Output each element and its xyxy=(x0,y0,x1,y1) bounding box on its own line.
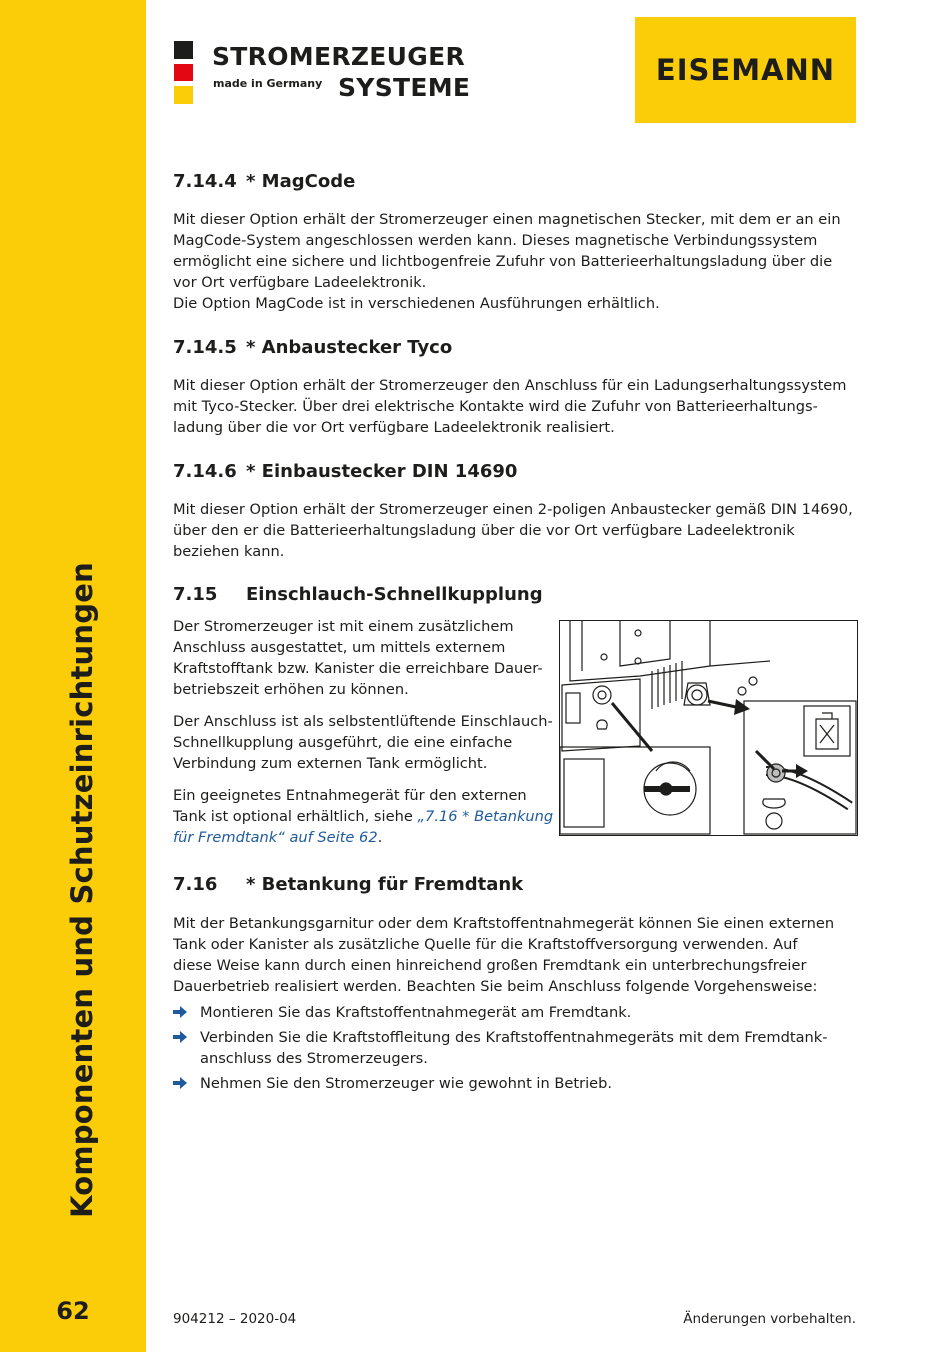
paragraph-coupling-1 xyxy=(173,616,543,700)
brand-title-line2: SYSTEME xyxy=(338,73,471,102)
heading-number: 7.16 xyxy=(173,874,218,895)
sidebar-chapter-title: Komponenten und Schutzeinrichtungen xyxy=(65,562,99,1218)
text-line: beziehen kann. xyxy=(173,543,285,560)
text-line: Schnellkupplung ausgeführt, die eine einfache xyxy=(173,734,513,751)
brand-title-line1: STROMERZEUGER xyxy=(212,42,466,71)
list-item-text: Verbinden Sie die Kraftstoffleitung des Kraftstoffentnahmegeräts mit dem Fremdtank- anschluss des Stromerzeugers. xyxy=(200,1029,828,1067)
text-line: über den er die Batterieerhaltungsladung über die vor Ort verfügbare Ladeelektronik xyxy=(173,522,795,539)
text-line: betriebszeit erhöhen zu können. xyxy=(173,681,409,698)
paragraph-coupling-2 xyxy=(173,711,553,774)
heading-number: 7.14.4 xyxy=(173,171,237,192)
text-line: MagCode-System angeschlossen werden kann. Dieses magnetische Verbindungssystem xyxy=(173,232,818,249)
text-line: Anschluss ausgestattet, um mittels externem xyxy=(173,639,506,656)
heading-7-14-6 xyxy=(173,461,517,482)
heading-7-15 xyxy=(173,584,543,605)
footer-notice: Änderungen vorbehalten. xyxy=(683,1311,856,1327)
text-line: Die Option MagCode ist in verschiedenen Ausführungen erhältlich. xyxy=(173,295,660,312)
footer-doc-id: 904212 – 2020-04 xyxy=(173,1311,297,1327)
text-line: Tank ist optional erhältlich, siehe xyxy=(173,808,418,825)
text-line: vor Ort verfügbare Ladeelektronik. xyxy=(173,274,427,291)
list-item-text: Nehmen Sie den Stromerzeuger wie gewohnt in Betrieb. xyxy=(200,1075,613,1092)
paragraph-coupling-3: Ein geeignetes Entnahmegerät für den externen Tank ist optional erhältlich, siehe „7.16 * Betankung für Fremdtank“ auf Seite 62. xyxy=(173,787,554,846)
arrow-right-icon xyxy=(173,1006,187,1018)
coupling-illustration xyxy=(559,620,858,836)
paragraph-din xyxy=(173,499,853,562)
text-line: diese Weise kann durch einen hinreichend großen Fremdtank ein unterbrechungsfreier xyxy=(173,957,807,974)
heading-number: 7.14.6 xyxy=(173,461,237,482)
arrow-right-icon xyxy=(173,1077,187,1089)
arrow-right-icon xyxy=(173,1031,187,1043)
page-number: 62 xyxy=(56,1297,90,1325)
text-line: Dauerbetrieb realisiert werden. Beachten Sie beim Anschluss folgende Vorgehensweise: xyxy=(173,978,818,995)
heading-7-14-5 xyxy=(173,337,452,358)
text-line: Kraftstofftank bzw. Kanister die erreichbare Dauer- xyxy=(173,660,543,677)
cross-reference-link-continued[interactable]: für Fremdtank“ auf Seite 62 xyxy=(173,829,378,846)
text-line: Mit dieser Option erhält der Stromerzeuger einen 2-poligen Anbaustecker gemäß DIN 14690, xyxy=(173,501,853,518)
text-line: Der Stromerzeuger ist mit einem zusätzlichem xyxy=(173,618,514,635)
paragraph-magcode xyxy=(173,209,841,314)
heading-7-16 xyxy=(173,874,523,895)
list-item-text: Montieren Sie das Kraftstoffentnahmegerät am Fremdtank. xyxy=(200,1004,632,1021)
flag-red-stripe xyxy=(174,64,193,81)
text-line: ermöglicht eine sichere und lichtbogenfreie Zufuhr von Batterieerhaltungsladung über die xyxy=(173,253,833,270)
text-line: Mit dieser Option erhält der Stromerzeuger den Anschluss für ein Ladungserhaltungssystem xyxy=(173,377,847,394)
eisemann-logo xyxy=(635,17,856,123)
heading-text: Einschlauch-Schnellkupplung xyxy=(246,584,543,605)
paragraph-fremdtank xyxy=(173,913,834,997)
sidebar xyxy=(0,0,146,1352)
text-line: Mit dieser Option erhält der Stromerzeuger einen magnetischen Stecker, mit dem er an ein xyxy=(173,211,841,228)
text-line: Der Anschluss ist als selbstentlüftende Einschlauch- xyxy=(173,713,553,730)
paragraph-tyco xyxy=(173,375,847,438)
eisemann-logo-text: EISEMANN xyxy=(655,53,836,87)
text-line: Verbindung zum externen Tank ermöglicht. xyxy=(173,755,488,772)
text-line: Tank oder Kanister als zusätzliche Quelle für die Kraftstoffversorgung verwenden. Auf xyxy=(173,936,798,953)
coupling-drawing xyxy=(560,621,857,835)
heading-text: * Anbaustecker Tyco xyxy=(246,337,453,358)
text-line: ladung über die vor Ort verfügbare Ladeelektronik realisiert. xyxy=(173,419,615,436)
brand-made-in-germany: made in Germany xyxy=(213,77,323,90)
text-line: Mit der Betankungsgarnitur oder dem Kraftstoffentnahmegerät können Sie einen externen xyxy=(173,915,835,932)
heading-number: 7.14.5 xyxy=(173,337,237,358)
heading-text: * Einbaustecker DIN 14690 xyxy=(246,461,518,482)
heading-number: 7.15 xyxy=(173,584,218,605)
flag-gold-stripe xyxy=(174,86,193,104)
heading-text: * MagCode xyxy=(246,171,356,192)
text-line: mit Tyco-Stecker. Über drei elektrische Kontakte wird die Zufuhr von Batterieerhaltungs- xyxy=(173,398,818,415)
heading-text: * Betankung für Fremdtank xyxy=(246,874,524,895)
flag-black-stripe xyxy=(174,41,193,59)
cross-reference-link[interactable]: „7.16 * Betankung xyxy=(417,808,554,825)
heading-7-14-4 xyxy=(173,171,355,192)
text-line: Ein geeignetes Entnahmegerät für den externen xyxy=(173,787,527,804)
